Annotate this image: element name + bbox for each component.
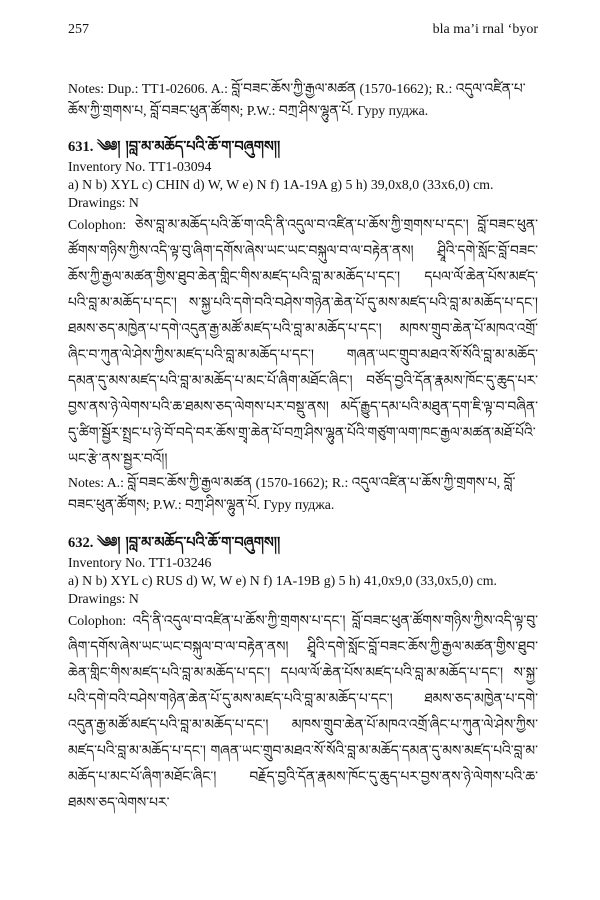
- inventory-number: Inventory No. TT1-03246: [68, 555, 212, 570]
- entry-number: 631.: [68, 139, 94, 155]
- entry-heading: [68, 532, 538, 554]
- colophon-text: འདི་ནི་འདུལ་བ་འཛིན་པ་ཆོས་ཀྱི་གྲགས་པ་དང་། བློ་བཟང་ཕུན་ཚོགས་གཉིས་ཀྱིས་འདི་ལྟ་བུ་ཞིག་དགོས་ཞེས་ཡང་ཡང་བསྐུལ་བ་ལ་བརྟེན་ནས། ཤྲཱིའི་དགེ་སློང་བློ་བཟང་ཆོས་ཀྱི་རྒྱལ་མཚན་གྱིས་ཐུབ་ཆེན་གླིང་གིས་མཛད་པའི་བླ་མ་མཆོད་པ་དང་། དཔལ་ལོ་ཆེན་པོས་མཛད་པའི་བླ་མ་མཆོད་པ་དང་། ས་སྐྱ་པའི་དགེ་བའི་བཤེས་གཉེན་ཆེན་པོ་དུ་མས་མཛད་པའི་བླ་མ་མཆོད་པ་དང་། ཐམས་ཅད་མཁྱེན་པ་དགེ་འདུན་རྒྱ་མཚོ་མཛད་པའི་བླ་མ་མཆོད་པ་དང་། མཁས་གྲུབ་ཆེན་པོ་མཁའ་འགྲོ་ཞིང་པ་ཀུན་ལེ་ཤེས་ཀྱིས་མཛད་པའི་བླ་མ་མཆོད་པ་དང་། གཞན་ཡང་གྲུབ་མཐའ་སོ་སོའི་བླ་མ་མཆོད་དམན་དུ་མས་མཛད་པའི་བླ་མ་མཆོད་པ་མང་པོ་ཞིག་མཐོང་ཞིང་། བརྗོད་བྱའི་དོན་རྣམས་ཁོང་དུ་ཆུད་པར་བྱས་ནས་ཉེ་ལེགས་པའི་ཆ་ཐམས་ཅད་ལེགས་པར་: [68, 613, 538, 811]
- page-number: 257: [68, 22, 89, 37]
- entry-details: a) N b) XYL c) CHIN d) W, W e) N f) 1A-19A g) 5 h) 39,0x8,0 (33x6,0) cm.: [68, 177, 494, 192]
- inventory-number: Inventory No. TT1-03094: [68, 159, 212, 174]
- entry-title: ༄༅། །བླ་མ་མཆོད་པའི་ཆོ་ག་བཞུགས།།: [97, 535, 281, 551]
- colophon: [68, 608, 538, 816]
- running-title: bla ma’i rnal ‘byor: [432, 22, 538, 37]
- entry-title: ༄༅། །བླ་མ་མཆོད་པའི་ཆོ་ག་བཞུགས།།: [97, 139, 281, 155]
- entry-heading: [68, 136, 538, 158]
- drawings: Drawings: N: [68, 591, 139, 606]
- spacer: [68, 122, 538, 136]
- intro-notes: Notes: Dup.: TT1-02606. A.: བློ་བཟང་ཆོས་ཀྱི་རྒྱལ་མཚན (1570-1662); R.: འདུལ་འཛིན་པ་ཆོས་ཀྱི་གྲགས་པ, བློ་བཟང་ཕུན་ཚོགས; P.W.: བཀྲ་ཤིས་ལྷུན་པོ. Гуру пуджа.: [68, 81, 526, 118]
- entry-number: 632.: [68, 535, 94, 551]
- page-header: [68, 22, 538, 42]
- entry-notes: Notes: A.: བློ་བཟང་ཆོས་ཀྱི་རྒྱལ་མཚན (1570-1662); R.: འདུལ་འཛིན་པ་ཆོས་ཀྱི་གྲགས་པ, བློ་བཟང་ཕུན་ཚོགས; P.W.: བཀྲ་ཤིས་ལྷུན་པོ. Гуру пуджа.: [68, 475, 516, 512]
- spacer: [68, 516, 538, 532]
- drawings: Drawings: N: [68, 195, 139, 210]
- colophon-label: Colophon:: [68, 217, 127, 232]
- colophon-text: ཅེས་བླ་མ་མཆོད་པའི་ཆོ་ག་འདི་ནི་འདུལ་བ་འཛིན་པ་ཆོས་ཀྱི་གྲགས་པ་དང་། བློ་བཟང་ཕུན་ཚོགས་གཉིས་ཀྱིས་འདི་ལྟ་བུ་ཞིག་དགོས་ཞེས་ཡང་ཡང་བསྐུལ་བ་ལ་བརྟེན་ནས། ཤྲཱིའི་དགེ་སློང་བློ་བཟང་ཆོས་ཀྱི་རྒྱལ་མཚན་གྱིས་ཐུབ་ཆེན་གླིང་གིས་མཛད་པའི་བླ་མ་མཆོད་པ་དང་། དཔལ་ལོ་ཆེན་པོས་མཛད་པའི་བླ་མ་མཆོད་པ་དང་། ས་སྐྱ་པའི་དགེ་བའི་བཤེས་གཉེན་ཆེན་པོ་དུ་མས་མཛད་པའི་བླ་མ་མཆོད་པ་དང་། ཐམས་ཅད་མཁྱེན་པ་དགེ་འདུན་རྒྱ་མཚོ་མཛད་པའི་བླ་མ་མཆོད་པ་དང་། མཁས་གྲུབ་ཆེན་པོ་མཁའ་འགྲོ་ཞིང་བ་ཀུན་ལེ་ཤེས་ཀྱིས་མཛད་པའི་བླ་མ་མཆོད་པ་དང་། གཞན་ཡང་གྲུབ་མཐའ་སོ་སོའི་བླ་མ་མཆོད་དམན་དུ་མས་མཛད་པའི་བླ་མ་མཆོད་པ་མང་པོ་ཞིག་མཐོང་ཞིང་། བཙོད་བྱའི་དོན་རྣམས་ཁོང་དུ་ཆུད་པར་བྱས་ནས་ཉེ་ལེགས་པའི་ཆ་ཐམས་ཅད་ལེགས་པར་བསྡུ་ནས། མདོ་རྒྱུད་དམ་པའི་མཐུན་དག་ཇི་ལྟ་བ་བཞིན་དུ་ཚིག་སྦྱོར་སྤྲང་པ་ཉེ་བོ་བདེ་བར་ཆོས་གྲྭ་ཆེན་པོ་བཀྲ་ཤིས་ལྷུན་པོའི་གཙུག་ལག་ཁང་རྒྱལ་མཚན་མཐོ་པོའི་ཡང་རྩེ་ནས་སྦྱར་བའོ།།: [68, 217, 538, 467]
- colophon-label: Colophon:: [68, 613, 127, 628]
- catalog-entry-632: [68, 532, 538, 816]
- page-content: [68, 78, 538, 816]
- catalog-entry-631: [68, 136, 538, 516]
- colophon: [68, 212, 538, 472]
- entry-details: a) N b) XYL c) RUS d) W, W e) N f) 1A-19B g) 5 h) 41,0x9,0 (33,0x5,0) cm.: [68, 573, 497, 588]
